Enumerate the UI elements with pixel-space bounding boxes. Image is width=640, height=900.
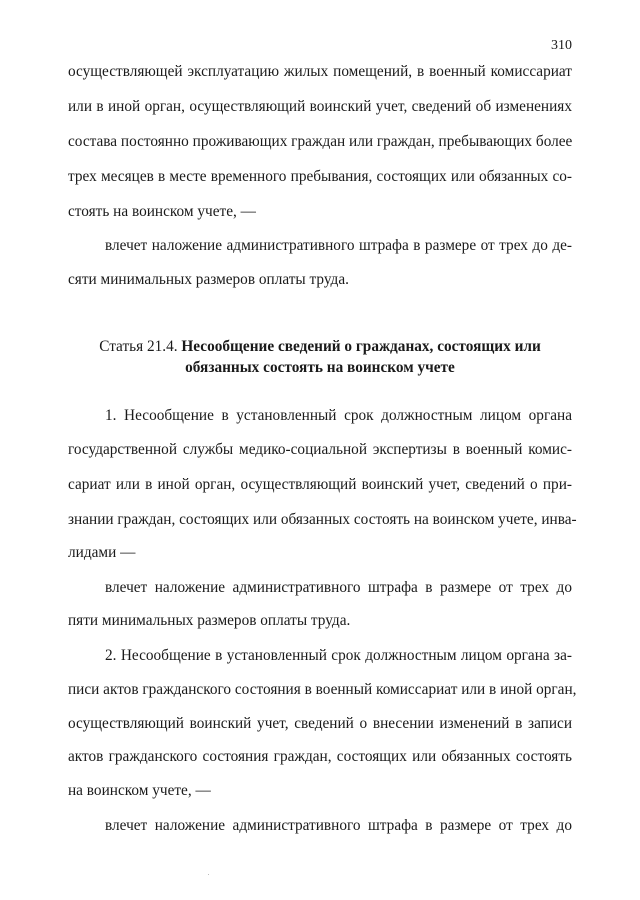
text-line: пяти минимальных размеров оплаты труда. [68, 612, 351, 629]
page-number: 310 [551, 38, 572, 53]
text-line: 2. Несообщение в установленный срок должностным лицом органа за- [105, 647, 572, 664]
text-line: сяти минимальных размеров оплаты труда. [68, 271, 349, 288]
article-title-line-2: обязанных состоять на воинском учете [185, 359, 455, 376]
text-line: трех месяцев в месте временного пребывания, состоящих или обязанных со- [68, 168, 572, 185]
text-line: 1. Несообщение в установленный срок должностным лицом органа [105, 407, 572, 424]
text-line: состава постоянно проживающих граждан или граждан, пребывающих более [68, 133, 573, 150]
article-prefix: Статья 21.4. [99, 338, 182, 355]
text-line: на воинском учете, — [68, 782, 211, 799]
article-title-line-1: Несообщение сведений о гражданах, состоящих или [181, 338, 541, 355]
text-line: актов гражданского состояния граждан, состоящих или обязанных состоять [68, 748, 572, 765]
text-line: государственной службы медико-социальной экспертизы в военный комис- [68, 441, 572, 458]
article-heading [68, 337, 572, 357]
text-line: писи актов гражданского состояния в военный комиссариат или в иной орган, [68, 681, 577, 698]
text-line: влечет наложение административного штрафа в размере от трех до [105, 579, 572, 596]
text-line: осуществляющей эксплуатацию жилых помещений, в военный комиссариат [68, 63, 572, 80]
text-line: влечет наложение административного штрафа в размере от трех до [105, 817, 572, 834]
text-line: или в иной орган, осуществляющий воинский учет, сведений об изменениях [68, 98, 572, 115]
text-line: сариат или в иной орган, осуществляющий воинский учет, сведений о при- [68, 476, 572, 493]
text-line: знании граждан, состоящих или обязанных состоять на воинском учете, инва- [68, 511, 577, 528]
text-line: стоять на воинском учете, — [68, 203, 256, 220]
scan-speck [208, 874, 209, 875]
text-line: влечет наложение административного штрафа в размере от трех до де- [105, 237, 572, 254]
text-line: лидами — [68, 544, 136, 561]
text-line: осуществляющий воинский учет, сведений о внесении изменений в записи [68, 715, 572, 732]
